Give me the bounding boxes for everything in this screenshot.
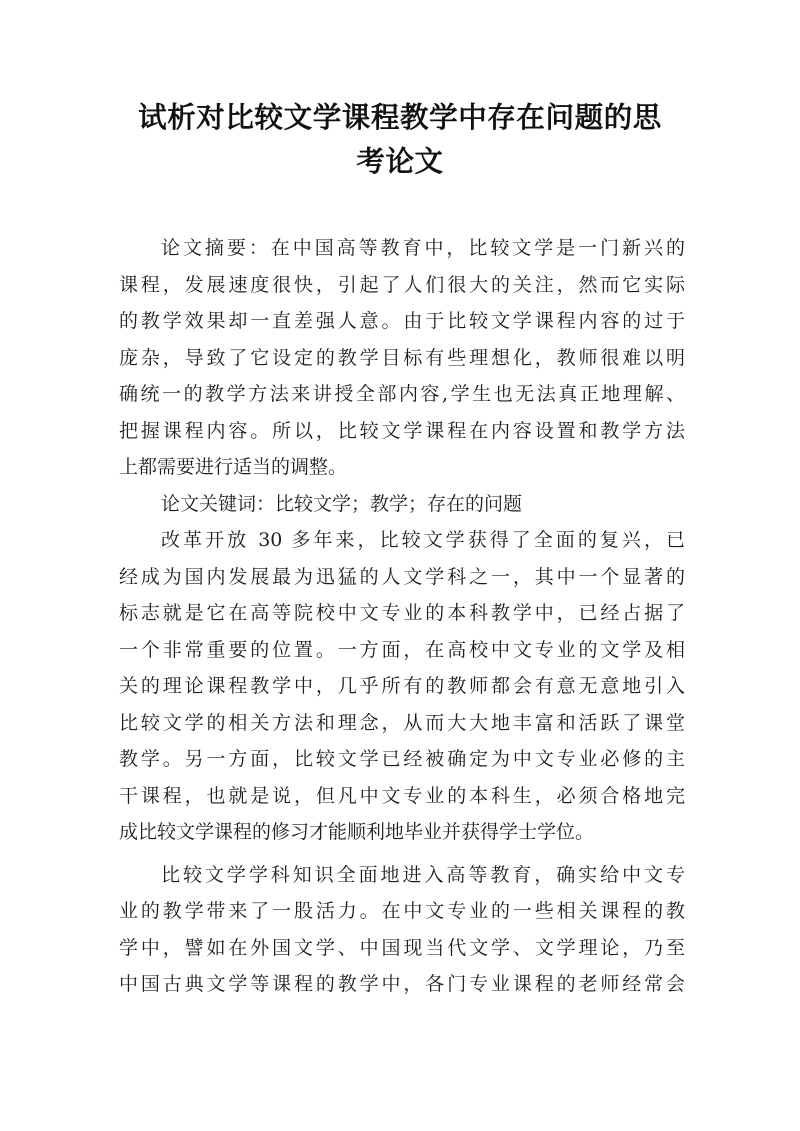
text-line: 经成为国内发展最为迅猛的人文学科之一，其中一个显著的: [119, 565, 685, 588]
text-line: 课程，发展速度很快，引起了人们很大的关注，然而它实际: [119, 273, 685, 296]
text-line: 业的教学带来了一股活力。在中文专业的一些相关课程的教: [119, 900, 685, 922]
body-paragraph: [119, 522, 685, 851]
text-line: 比较文学学科知识全面地进入高等教育，确实给中文专: [161, 863, 685, 886]
text-line: 论文摘要：在中国高等教育中，比较文学是一门新兴的: [161, 237, 685, 259]
text-line: 一个非常重要的位置。一方面，在高校中文专业的文学及相: [119, 638, 685, 661]
text-line: 把握课程内容。所以，比较文学课程在内容设置和教学方法: [119, 419, 685, 442]
text-line: 中国古典文学等课程的教学中，各门专业课程的老师经常会: [119, 973, 685, 995]
title-line: 考论文: [356, 145, 444, 178]
text-line: 的教学效果却一直差强人意。由于比较文学课程内容的过于: [119, 310, 685, 332]
keywords-paragraph: [119, 486, 685, 523]
text-line: 学中，譬如在外国文学、中国现当代文学、文学理论，乃至: [119, 936, 685, 959]
text-line: 教学。另一方面，比较文学已经被确定为中文专业必修的主: [119, 748, 685, 770]
text-line: 上都需要进行适当的调整。: [119, 456, 348, 478]
abstract-paragraph: [119, 230, 685, 486]
text-line: 论文关键词：比较文学；教学；存在的问题: [161, 492, 523, 515]
text-line: 庞杂，导致了它设定的教学目标有些理想化，教师很难以明: [119, 346, 685, 369]
document-title: [100, 96, 700, 184]
text-line: 改革开放 30 多年来，比较文学获得了全面的复兴，已: [161, 529, 685, 551]
title-line: 试析对比较文学课程教学中存在问题的思: [138, 101, 662, 134]
text-line: 成比较文学课程的修习才能顺利地毕业并获得学士学位。: [119, 821, 595, 843]
text-line: 确统一的教学方法来讲授全部内容,学生也无法真正地理解、: [119, 383, 685, 405]
document-body: [119, 230, 685, 1003]
text-line: 比较文学的相关方法和理念，从而大大地丰富和活跃了课堂: [119, 711, 685, 734]
body-paragraph: [119, 857, 685, 1003]
text-line: 干课程，也就是说，但凡中文专业的本科生，必须合格地完: [119, 784, 685, 807]
text-line: 标志就是它在高等院校中文专业的本科教学中，已经占据了: [119, 602, 685, 624]
text-line: 关的理论课程教学中，几乎所有的教师都会有意无意地引入: [119, 675, 685, 697]
